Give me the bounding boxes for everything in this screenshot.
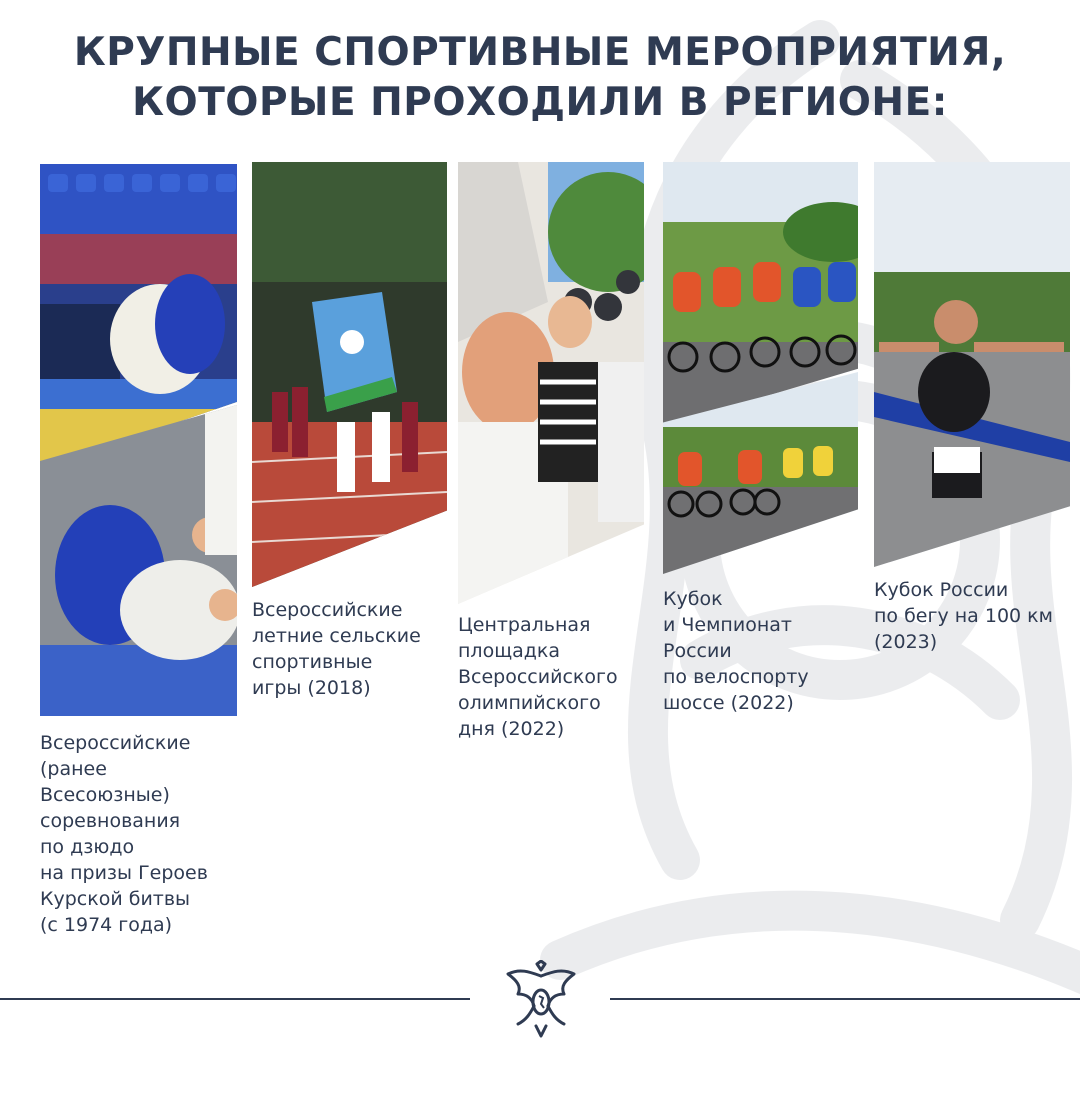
double-headed-eagle-icon	[500, 960, 582, 1040]
event-caption-judo: Всероссийские (ранее Всесоюзные) соревнования по дзюдо на призы Героев Курской битвы (с 1974 года)	[40, 732, 208, 936]
footer-divider-left	[0, 998, 470, 1000]
page-title-line-1: КРУПНЫЕ СПОРТИВНЫЕ МЕРОПРИЯТИЯ,	[73, 30, 1007, 75]
footer-divider-right	[610, 998, 1080, 1000]
event-caption-olympic-day: Центральная площадка Всероссийского олимпийского дня (2022)	[458, 614, 618, 740]
event-caption-rural-games: Всероссийские летние сельские спортивные игры (2018)	[252, 599, 421, 699]
page-title-line-2: КОТОРЫЕ ПРОХОДИЛИ В РЕГИОНЕ:	[132, 80, 948, 125]
event-caption-100km-run: Кубок России по бегу на 100 км (2023)	[874, 579, 1053, 653]
event-caption-cycling: Кубок и Чемпионат России по велоспорту шоссе (2022)	[663, 588, 809, 714]
page-title	[0, 28, 1080, 128]
photo-100km-run	[874, 162, 1070, 567]
photo-rural-games	[252, 162, 447, 587]
